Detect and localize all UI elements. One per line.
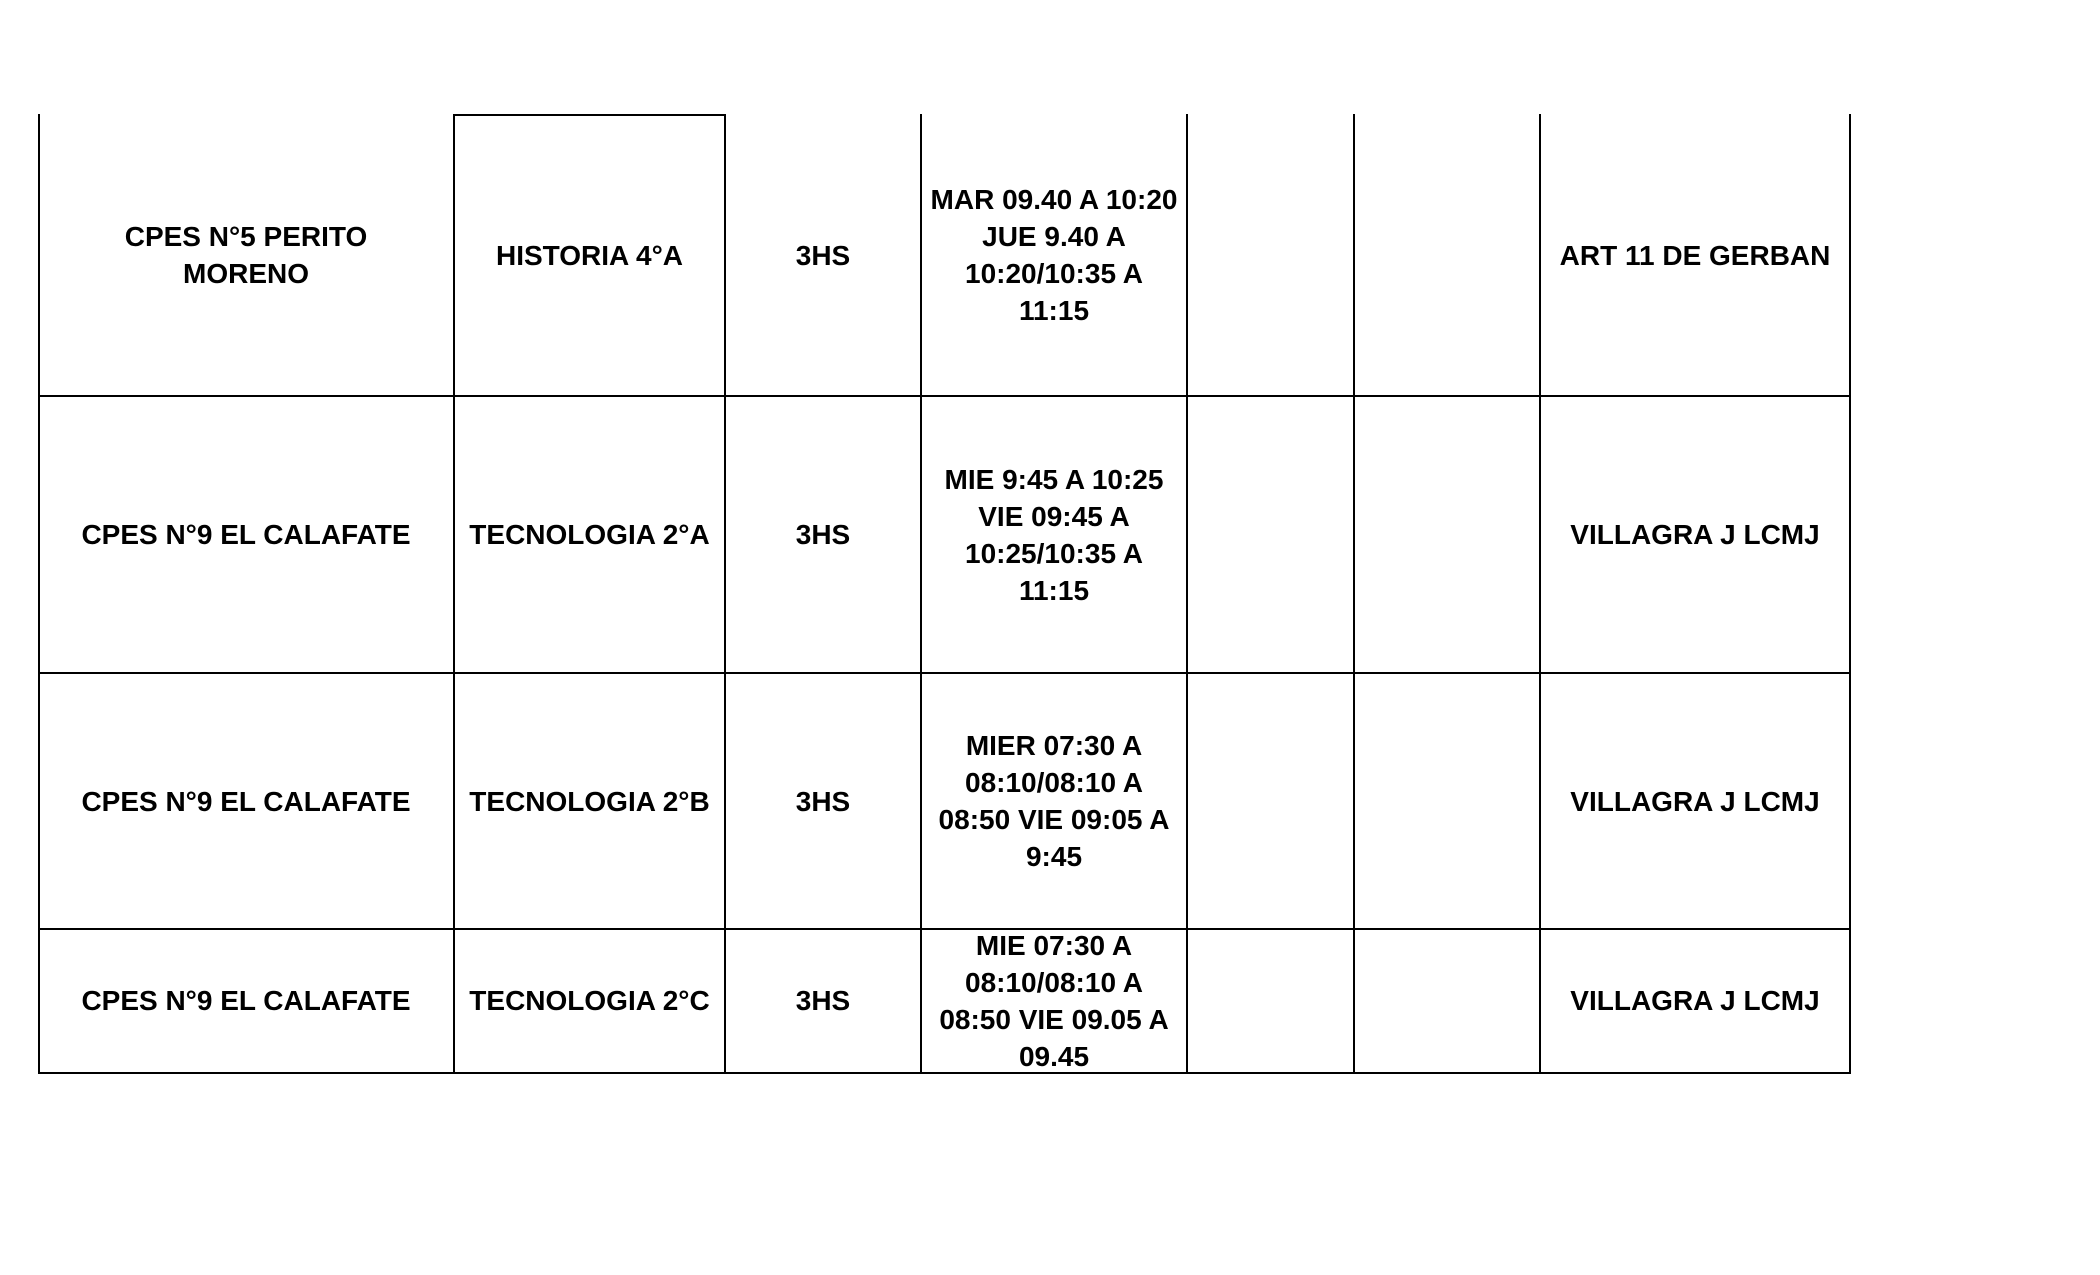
subject-cell: [454, 673, 725, 929]
schedule-text: MIE 07:30 A 08:10/08:10 A 08:50 VIE 09.05 A 09.45: [939, 929, 1169, 1072]
empty-cell: [1187, 396, 1354, 673]
table-row: [38, 114, 1850, 396]
school-text: CPES N°9 EL CALAFATE: [81, 519, 411, 550]
empty-cell: [1354, 396, 1540, 673]
subject-text: TECNOLOGIA 2°A: [469, 519, 710, 550]
teacher-cell: [1540, 673, 1850, 929]
teacher-text: VILLAGRA J LCMJ: [1570, 985, 1820, 1016]
school-cell: [38, 673, 454, 929]
school-text: CPES N°9 EL CALAFATE: [81, 985, 411, 1016]
row-border: [38, 928, 1851, 930]
schedule-cell: [921, 114, 1187, 396]
empty-cell: [1354, 114, 1540, 396]
column-border: [38, 114, 40, 1074]
empty-cell: [1187, 929, 1354, 1072]
schedule-text: MAR 09.40 A 10:20 JUE 9.40 A 10:20/10:35 A 11:15: [930, 184, 1178, 326]
empty-cell: [1187, 673, 1354, 929]
empty-cell: [1354, 929, 1540, 1072]
teacher-text: VILLAGRA J LCMJ: [1570, 519, 1820, 550]
schedule-text: MIER 07:30 A 08:10/08:10 A 08:50 VIE 09:05 A 9:45: [938, 730, 1170, 872]
subject-cell: [454, 114, 725, 396]
column-border: [1353, 114, 1355, 1074]
row-border: [38, 1072, 1851, 1074]
subject-cell: [454, 929, 725, 1072]
teacher-text: VILLAGRA J LCMJ: [1570, 785, 1820, 817]
hours-text: 3HS: [795, 519, 851, 550]
column-border: [1849, 114, 1851, 1074]
schedule-cell: [921, 929, 1187, 1072]
hours-text: 3HS: [795, 239, 851, 271]
empty-cell: [1187, 114, 1354, 396]
hours-text: 3HS: [795, 985, 851, 1016]
schedule-text: MIE 9:45 A 10:25 VIE 09:45 A 10:25/10:35 A 11:15: [944, 463, 1164, 606]
table-row: [38, 673, 1850, 929]
teacher-cell: [1540, 929, 1850, 1072]
school-cell: [38, 929, 454, 1072]
subject-text: TECNOLOGIA 2°B: [469, 785, 710, 817]
teacher-text: ART 11 DE GERBAN: [1559, 239, 1831, 271]
teacher-cell: [1540, 396, 1850, 673]
teacher-cell: [1540, 114, 1850, 396]
school-text: CPES N°5 PERITO MORENO: [124, 221, 368, 289]
hours-cell: [725, 396, 921, 673]
column-border: [1539, 114, 1541, 1074]
table-row: [38, 396, 1850, 673]
hours-text: 3HS: [795, 785, 851, 817]
table-row: [38, 929, 1850, 1072]
schedule-table: [38, 114, 1850, 1072]
column-border: [453, 114, 455, 1074]
row-border: [38, 672, 1851, 674]
school-cell: [38, 114, 454, 396]
school-cell: [38, 396, 454, 673]
subject-cell: [454, 396, 725, 673]
column-border: [1186, 114, 1188, 1074]
row-border: [38, 395, 1851, 397]
subject-text: HISTORIA 4°A: [495, 239, 683, 271]
row-border: [453, 114, 726, 116]
subject-text: TECNOLOGIA 2°C: [469, 985, 710, 1016]
schedule-cell: [921, 673, 1187, 929]
hours-cell: [725, 114, 921, 396]
column-border: [920, 114, 922, 1074]
school-text: CPES N°9 EL CALAFATE: [81, 785, 411, 817]
hours-cell: [725, 673, 921, 929]
schedule-cell: [921, 396, 1187, 673]
empty-cell: [1354, 673, 1540, 929]
hours-cell: [725, 929, 921, 1072]
column-border: [724, 114, 726, 1074]
